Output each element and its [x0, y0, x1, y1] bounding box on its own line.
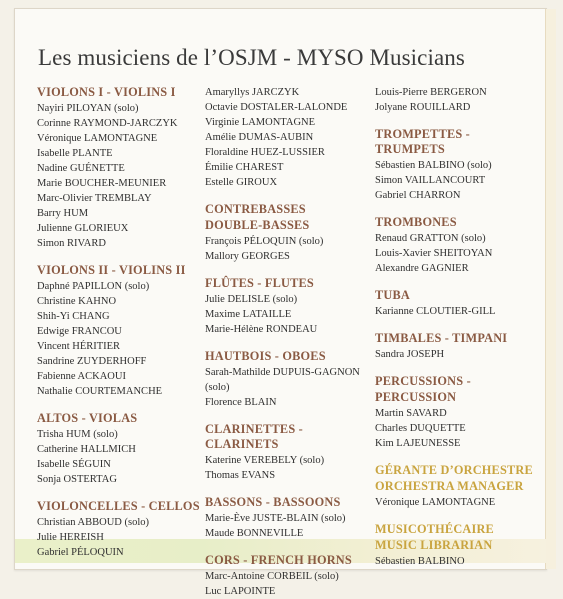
section — [205, 276, 375, 337]
section-heading: TUBA — [375, 288, 410, 302]
musician-name: Louis-Pierre BERGERON — [375, 87, 487, 98]
musician-name: Gabriel PÉLOQUIN — [37, 547, 124, 558]
section-heading: CONTREBASSES — [205, 202, 306, 216]
musician-name: Sandra JOSEPH — [375, 349, 445, 360]
section — [375, 215, 540, 276]
musician-name: Catherine HALLMICH — [37, 444, 136, 455]
musician-name: Thomas EVANS — [205, 470, 276, 481]
musician-name: Simon RIVARD — [37, 238, 106, 249]
musician-name: Katerine VEREBELY (solo) — [205, 455, 325, 466]
musician-name: Julie DELISLE (solo) — [205, 294, 298, 305]
section — [375, 331, 540, 362]
section — [205, 422, 375, 483]
musician-name: (solo) — [205, 382, 230, 393]
musician-name: Christian ABBOUD (solo) — [37, 517, 150, 528]
musician-name: Karianne CLOUTIER-GILL — [375, 306, 496, 317]
musician-name: Sébastien BALBINO (solo) — [375, 160, 492, 171]
musician-name: Nathalie COURTEMANCHE — [37, 386, 163, 397]
musician-name: Octavie DOSTALER-LALONDE — [205, 102, 348, 113]
section-heading: VIOLONCELLES - CELLOS — [37, 499, 200, 513]
section-heading: TROMBONES — [375, 215, 457, 229]
musician-name: Martin SAVARD — [375, 408, 447, 419]
musician-name: Estelle GIROUX — [205, 177, 278, 188]
section-heading: MUSIC LIBRARIAN — [375, 538, 493, 552]
musician-name: Charles DUQUETTE — [375, 423, 466, 434]
section — [375, 374, 540, 451]
musician-name: Florence BLAIN — [205, 397, 277, 408]
section-heading: ALTOS - VIOLAS — [37, 411, 138, 425]
section-heading: CORS - FRENCH HORNS — [205, 553, 352, 567]
column-3 — [375, 85, 540, 569]
musician-name: Gabriel CHARRON — [375, 190, 461, 201]
musician-name: Louis-Xavier SHEITOYAN — [375, 248, 493, 259]
section-heading: VIOLONS I - VIOLINS I — [37, 85, 176, 99]
musician-name: Marie-Hélène RONDEAU — [205, 324, 318, 335]
section — [375, 85, 540, 115]
program-page — [14, 8, 547, 597]
musician-name: Maxime LATAILLE — [205, 309, 292, 320]
section — [375, 288, 540, 319]
musician-name: Kim LAJEUNESSE — [375, 438, 461, 449]
section — [375, 463, 540, 510]
musician-name: Luc LAPOINTE — [205, 586, 276, 597]
musician-name: Jolyane ROUILLARD — [375, 102, 471, 113]
musician-name: Alexandre GAGNIER — [375, 263, 469, 274]
musician-name: Christine KAHNO — [37, 296, 117, 307]
musician-name: Amélie DUMAS-AUBIN — [205, 132, 314, 143]
section — [205, 349, 375, 410]
section-heading: PERCUSSION — [375, 390, 457, 404]
musician-name: Corinne RAYMOND-JARCZYK — [37, 118, 178, 129]
musician-name: Sandrine ZUYDERHOFF — [37, 356, 147, 367]
musician-name: Maude BONNEVILLE — [205, 528, 304, 539]
musician-name: Shih-Yi CHANG — [37, 311, 110, 322]
section — [37, 85, 209, 251]
musician-name: Edwige FRANCOU — [37, 326, 122, 337]
musician-name: Nadine GUÉNETTE — [37, 163, 125, 174]
musician-name: Sébastien BALBINO — [375, 556, 465, 567]
musician-name: Véronique LAMONTAGNE — [37, 133, 158, 144]
musician-name: Barry HUM — [37, 208, 89, 219]
musician-name: Vincent HÉRITIER — [37, 341, 121, 352]
musician-name: Émilie CHAREST — [205, 162, 284, 173]
section-heading: MUSICOTHÉCAIRE — [375, 522, 494, 536]
musician-name: Marie-Ève JUSTE-BLAIN (solo) — [205, 513, 346, 524]
musician-name: Nayiri PILOYAN (solo) — [37, 103, 139, 114]
section — [37, 411, 209, 487]
musician-name: Virginie LAMONTAGNE — [205, 117, 316, 128]
section — [375, 127, 540, 203]
section — [37, 263, 209, 399]
musician-name: Isabelle SÉGUIN — [37, 459, 111, 470]
musician-name: Mallory GEORGES — [205, 251, 290, 262]
musician-name: Julienne GLORIEUX — [37, 223, 129, 234]
section — [37, 499, 209, 560]
musician-name: Sonja OSTERTAG — [37, 474, 117, 485]
musician-name: Marc-Antoine CORBEIL (solo) — [205, 571, 339, 582]
section-heading: ORCHESTRA MANAGER — [375, 479, 524, 493]
page-edge-strip — [545, 9, 556, 569]
musician-name: Renaud GRATTON (solo) — [375, 233, 486, 244]
section-heading: FLÛTES - FLUTES — [205, 276, 314, 290]
column-1 — [37, 85, 209, 560]
column-2 — [205, 85, 375, 599]
musician-name: Amaryllys JARCZYK — [205, 87, 300, 98]
section-heading: DOUBLE-BASSES — [205, 218, 310, 232]
musician-name: Fabienne ACKAOUI — [37, 371, 126, 382]
musician-name: François PÉLOQUIN (solo) — [205, 236, 324, 247]
musician-name: Floraldine HUEZ-LUSSIER — [205, 147, 325, 158]
section-heading: CLARINETTES - CLARINETS — [205, 422, 303, 451]
section — [375, 522, 540, 569]
musician-name: Isabelle PLANTE — [37, 148, 113, 159]
section — [205, 553, 375, 599]
section — [205, 495, 375, 541]
section-heading: TROMPETTES - TRUMPETS — [375, 127, 470, 156]
musician-name: Sarah-Mathilde DUPUIS-GAGNON — [205, 367, 360, 378]
section — [205, 202, 375, 264]
section-heading: HAUTBOIS - OBOES — [205, 349, 326, 363]
musician-name: Marc-Olivier TREMBLAY — [37, 193, 152, 204]
section — [205, 85, 375, 190]
section-heading: GÉRANTE D’ORCHESTRE — [375, 463, 533, 477]
section-heading: PERCUSSIONS - — [375, 374, 471, 388]
section-heading: TIMBALES - TIMPANI — [375, 331, 508, 345]
section-heading: BASSONS - BASSOONS — [205, 495, 341, 509]
musician-name: Véronique LAMONTAGNE — [375, 497, 496, 508]
musician-name: Julie HEREISH — [37, 532, 104, 543]
musician-name: Simon VAILLANCOURT — [375, 175, 486, 186]
musician-name: Daphné PAPILLON (solo) — [37, 281, 150, 292]
section-heading: VIOLONS II - VIOLINS II — [37, 263, 186, 277]
page-title: Les musiciens de l’OSJM - MYSO Musicians — [38, 45, 465, 70]
musician-name: Trisha HUM (solo) — [37, 429, 118, 440]
musician-name: Marie BOUCHER-MEUNIER — [37, 178, 167, 189]
